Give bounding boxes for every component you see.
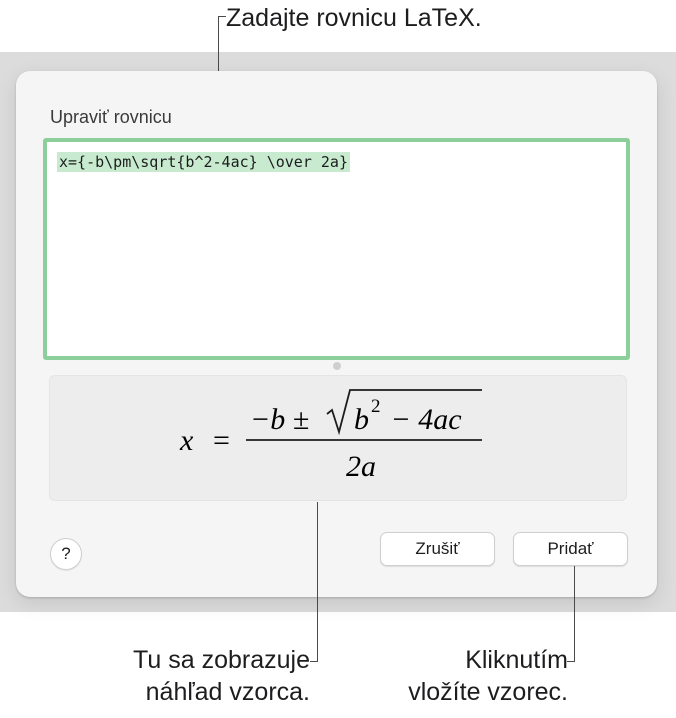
- annotation-preview: [80, 644, 310, 708]
- formula-radicand-exponent: 2: [371, 396, 381, 417]
- cancel-button[interactable]: Zrušiť: [380, 532, 495, 566]
- annotation-preview-line2: náhľad vzorca.: [145, 678, 310, 706]
- formula-equals: =: [213, 424, 230, 457]
- formula-lhs: x: [180, 424, 194, 457]
- latex-editor[interactable]: [43, 138, 630, 360]
- leader-line-top-tick: [218, 16, 226, 17]
- formula-radicand-base: b: [354, 403, 369, 436]
- annotation-add-line2: vložíte vzorec.: [408, 678, 568, 706]
- formula-preview-svg: [50, 376, 626, 500]
- formula-preview: [49, 375, 627, 501]
- formula-numerator-prefix: −b ±: [250, 403, 317, 436]
- annotation-preview-line1: Tu sa zobrazuje: [133, 646, 310, 674]
- formula-numerator: [250, 390, 482, 436]
- leader-line-add: [574, 566, 575, 662]
- leader-line-preview: [317, 502, 318, 662]
- latex-input-text[interactable]: x={-b\pm\sqrt{b^2-4ac} \over 2a}: [59, 153, 348, 171]
- add-button[interactable]: Pridať: [513, 532, 628, 566]
- edit-equation-dialog: [16, 71, 657, 597]
- dialog-title: Upraviť rovnicu: [50, 107, 172, 127]
- formula-radicand-rest: − 4ac: [383, 403, 462, 436]
- leader-line-preview-tick: [310, 661, 318, 662]
- annotation-add: [360, 644, 568, 708]
- formula-denominator: 2a: [346, 450, 376, 483]
- help-button[interactable]: ?: [50, 538, 82, 570]
- leader-line-add-tick: [567, 661, 575, 662]
- annotation-enter-latex: Zadajte rovnicu LaTeX.: [226, 4, 482, 32]
- resize-handle[interactable]: [333, 362, 341, 370]
- annotation-add-line1: Kliknutím: [465, 646, 568, 674]
